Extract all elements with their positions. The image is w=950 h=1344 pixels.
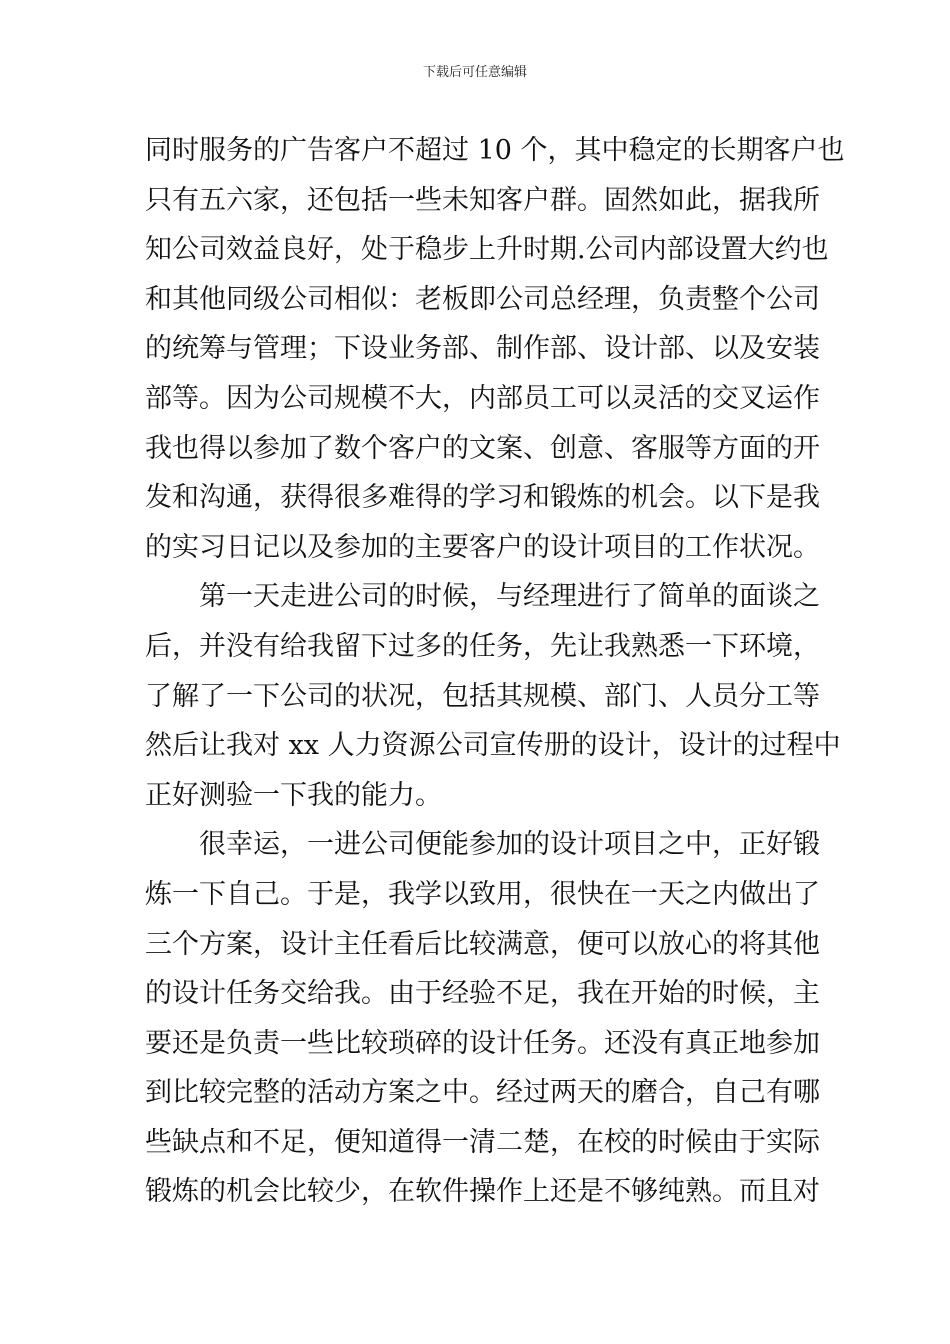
document-body — [145, 126, 845, 1217]
text-line: 三个方案，设计主任看后比较满意，便可以放心的将其他 — [145, 928, 820, 960]
text-line: 锻炼的机会比较少，在软件操作上还是不够纯熟。而且对 — [145, 1176, 820, 1208]
text-line: 然后让我对 xx 人力资源公司宣传册的设计，设计的过程中 — [145, 730, 841, 762]
text-line: 同时服务的广告客户不超过 10 个，其中稳定的长期客户也 — [145, 135, 845, 166]
text-line: 的实习日记以及参加的主要客户的设计项目的工作状况。 — [145, 531, 820, 563]
text-line: 要还是负责一些比较琐碎的设计任务。还没有真正地参加 — [145, 1027, 820, 1059]
text-line: 只有五六家，还包括一些未知客户群。固然如此，据我所 — [145, 184, 820, 216]
text-line: 发和沟通，获得很多难得的学习和锻炼的机会。以下是我 — [145, 482, 820, 514]
text-line: 第一天走进公司的时候，与经理进行了简单的面谈之 — [145, 581, 820, 613]
text-line: 部等。因为公司规模不大，内部员工可以灵活的交叉运作 — [145, 382, 820, 414]
text-line: 知公司效益良好，处于稳步上升时期.公司内部设置大约也 — [145, 234, 829, 266]
text-line: 很幸运，一进公司便能参加的设计项目之中，正好锻 — [145, 829, 820, 861]
text-line: 些缺点和不足，便知道得一清二楚，在校的时候由于实际 — [145, 1126, 820, 1158]
text-line: 炼一下自己。于是，我学以致用，很快在一天之内做出了 — [145, 878, 820, 910]
text-line: 了解了一下公司的状况，包括其规模、部门、人员分工等 — [145, 680, 820, 712]
text-line: 我也得以参加了数个客户的文案、创意、客服等方面的开 — [145, 432, 820, 464]
text-line: 到比较完整的活动方案之中。经过两天的磨合，自己有哪 — [145, 1077, 820, 1109]
text-line: 的设计任务交给我。由于经验不足，我在开始的时候，主 — [145, 978, 820, 1010]
text-line: 后，并没有给我留下过多的任务，先让我熟悉一下环境， — [145, 630, 820, 662]
page-header: 下载后可任意编辑 — [422, 65, 527, 80]
text-line: 和其他同级公司相似：老板即公司总经理，负责整个公司 — [145, 283, 820, 315]
text-line: 正好测验一下我的能力。 — [145, 779, 442, 811]
text-line: 的统筹与管理；下设业务部、制作部、设计部、以及安装 — [145, 333, 820, 365]
